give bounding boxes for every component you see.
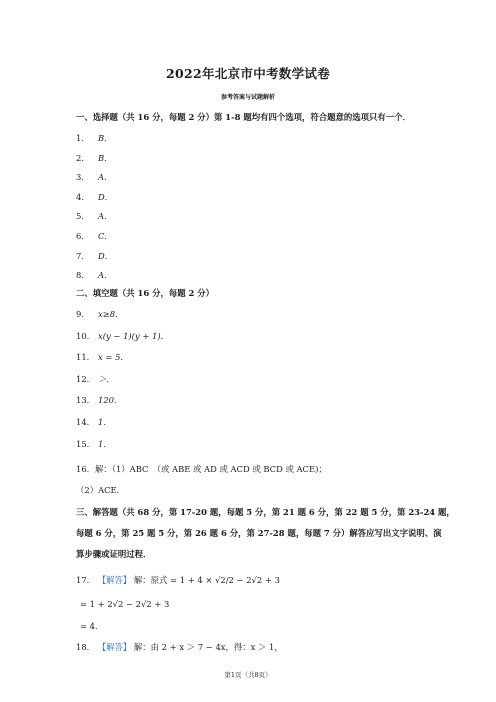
answer-value: 1 xyxy=(98,438,104,449)
answer-number: 5． xyxy=(76,211,90,222)
section-3-heading-line3: 算步骤或证明过程． xyxy=(76,549,152,559)
answer-row xyxy=(76,351,129,363)
answer-end-punct: ． xyxy=(104,191,114,202)
answer-end-punct: ． xyxy=(104,152,113,163)
answer-end-punct: ． xyxy=(114,395,123,406)
answer-row xyxy=(76,269,112,281)
answer-end-punct: ． xyxy=(104,211,113,222)
answer-value: x(y − 1)(y + 1) xyxy=(98,330,161,341)
answer-number: 3． xyxy=(76,172,90,183)
answer-value: C xyxy=(98,231,105,241)
answer-end-punct: ． xyxy=(106,373,115,384)
answer-number: 2． xyxy=(76,152,90,163)
answer-row xyxy=(76,230,113,242)
q17-answer-tag: 【解答】 xyxy=(97,575,132,585)
q16-answer-line2: （2）ACE． xyxy=(76,485,126,495)
q18-answer-tag: 【解答】 xyxy=(97,642,132,652)
section-2-heading: 二、填空题（共 16 分，每题 2 分） xyxy=(76,288,215,298)
answer-row xyxy=(76,132,113,144)
section-3-heading-line2: 每题 6 分，第 25 题 5 分，第 26 题 6 分，第 27-28 题，每题 7 分）解答应写出文字说明、演 xyxy=(76,528,442,538)
section-3-heading-line1: 三、解答题（共 68 分，第 17-20 题，每题 5 分，第 21 题 6 分，第 22 题 5 分，第 23-24 题， xyxy=(76,507,455,517)
answer-value: ＞ xyxy=(98,373,107,384)
answer-value: x≥8 xyxy=(98,309,116,319)
q17-number: 17． xyxy=(76,575,96,585)
answer-value: D xyxy=(98,250,105,261)
q18-expression: 解：由 2 + x ＞ 7 − 4x，得：x ＞ 1， xyxy=(133,642,283,652)
q17-solution-line1 xyxy=(76,574,280,586)
page-title: 2022年北京市中考数学试卷 xyxy=(166,66,330,81)
answer-row xyxy=(76,308,123,320)
answer-end-punct: ． xyxy=(104,250,114,261)
answer-end-punct: ． xyxy=(104,133,113,143)
answer-end-punct: ． xyxy=(160,330,169,341)
answer-row xyxy=(76,373,115,385)
q18-solution-line1 xyxy=(76,641,283,653)
q17-expression: 解：原式 = 1 + 4 × √2/2 − 2√2 + 3 xyxy=(133,575,280,585)
answer-end-punct: ． xyxy=(104,231,113,241)
answer-row xyxy=(76,210,112,222)
answer-end-punct: ． xyxy=(104,172,113,183)
answer-number: 15． xyxy=(76,438,96,449)
answer-end-punct: ． xyxy=(103,417,112,427)
q17-solution-line3: = 4． xyxy=(80,621,104,631)
answer-row xyxy=(76,438,112,450)
answer-number: 1． xyxy=(76,133,90,143)
answer-row xyxy=(76,191,113,203)
answer-number: 11． xyxy=(76,352,96,363)
answer-row xyxy=(76,152,113,164)
answer-end-punct: ． xyxy=(104,270,113,281)
q17-solution-line2: = 1 + 2√2 − 2√2 + 3 xyxy=(80,599,170,609)
page-footer: 第1页（共8页） xyxy=(224,671,272,679)
section-1-heading: 一、选择题（共 16 分，每题 2 分）第 1-8 题均有四个选项，符合题意的选项只有一个． xyxy=(76,112,411,122)
answer-row xyxy=(76,171,112,183)
answer-row xyxy=(76,394,122,406)
answer-value: D xyxy=(98,191,105,202)
answer-value: 120 xyxy=(98,395,114,406)
answer-row xyxy=(76,250,113,262)
page-subtitle: 参考答案与试题解析 xyxy=(220,94,275,101)
answer-value: A xyxy=(98,270,105,281)
answer-value: A xyxy=(98,172,105,183)
answer-number: 13． xyxy=(76,395,96,406)
answer-end-punct: ． xyxy=(103,438,112,449)
answer-value: B xyxy=(98,133,105,143)
answer-value: A xyxy=(98,211,105,222)
answer-end-punct: ． xyxy=(115,309,124,319)
answer-number: 7． xyxy=(76,250,90,261)
answer-row xyxy=(76,330,169,342)
answer-value: 1 xyxy=(98,417,104,427)
answer-value: B xyxy=(98,152,105,163)
answer-value: x = 5 xyxy=(98,352,121,363)
answer-number: 14． xyxy=(76,417,96,427)
answer-number: 9． xyxy=(76,309,90,319)
answer-number: 4． xyxy=(76,191,90,202)
answer-number: 6． xyxy=(76,231,90,241)
answer-number: 12． xyxy=(76,373,96,384)
answer-end-punct: ． xyxy=(120,352,129,363)
q16-answer-line1: 16．解：（1）ABC （或 ABE 或 AD 或 ACD 或 BCD 或 ACE)； xyxy=(76,464,327,474)
q18-number: 18． xyxy=(76,642,96,652)
answer-number: 10． xyxy=(76,330,96,341)
answer-number: 8． xyxy=(76,270,90,281)
answer-row xyxy=(76,416,112,428)
